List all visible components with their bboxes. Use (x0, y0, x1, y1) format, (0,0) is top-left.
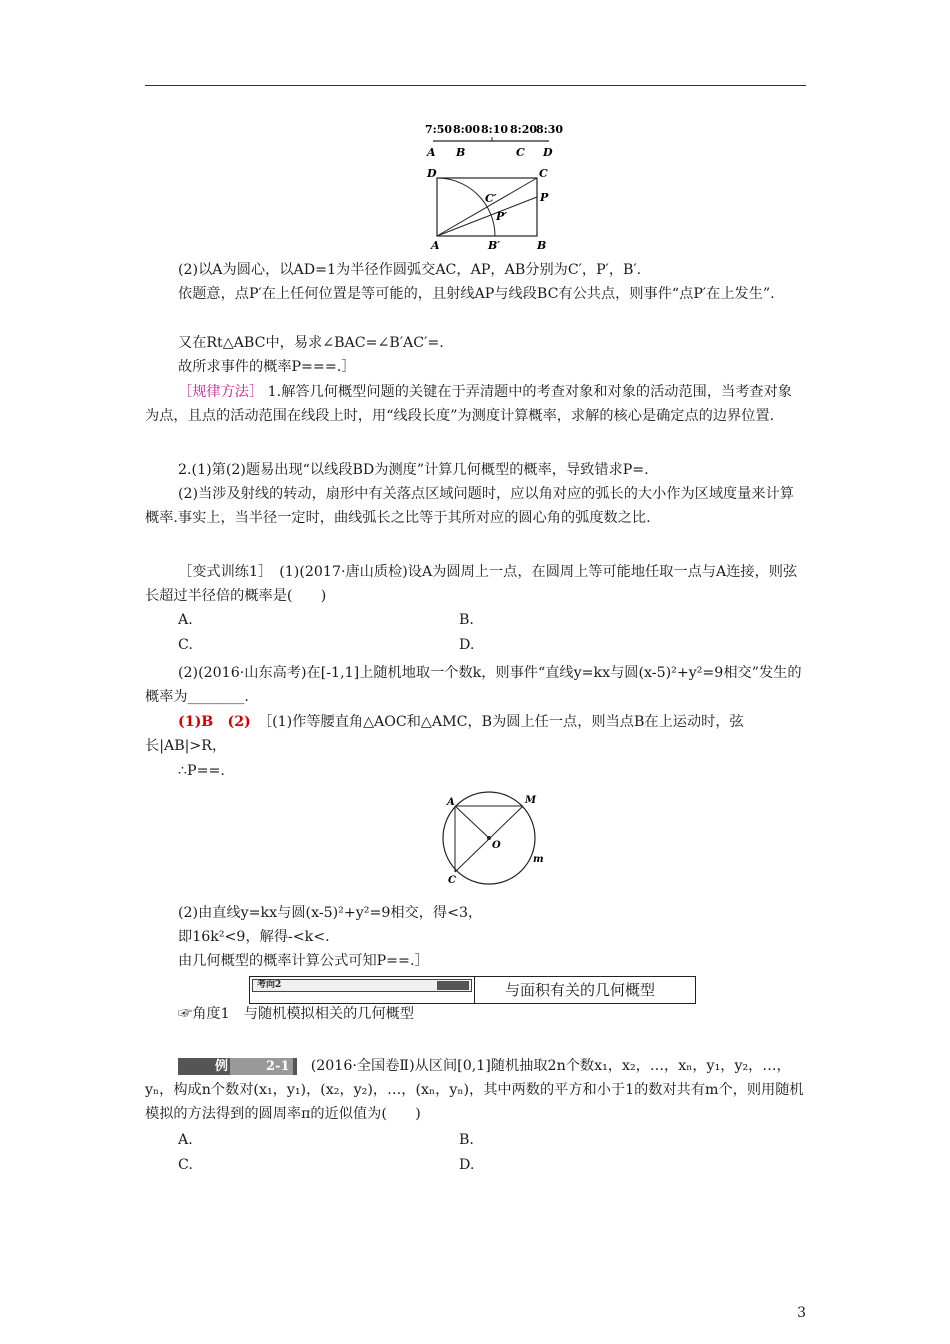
option-d: D. (459, 1157, 475, 1173)
rule-paragraph: (2)当涉及射线的转动，扇形中有关落点区域问题时，应以角对应的弧长的大小作为区域度量来计算概率.事实上，当半径一定时，曲线弧长之比等于其所对应的圆心角的弧度数之比. (145, 486, 794, 526)
circle-label: O (492, 840, 501, 851)
time-label: 7:50 (425, 123, 453, 136)
time-label: 8:10 (481, 123, 509, 136)
rect-label: P (540, 191, 549, 204)
section-banner (249, 976, 696, 1004)
angle-heading: ☞角度1 与随机模拟相关的几何概型 (178, 1006, 415, 1022)
circle-label: m (533, 854, 544, 865)
option-a: A. (178, 1132, 193, 1148)
option-a: A. (178, 612, 193, 628)
solution-paragraph: (2)以A为圆心，以AD=1为半径作圆弧交AC，AP，AB分别为C′，P′，B′. (178, 262, 642, 278)
point-label: B (456, 146, 466, 159)
solution-line: 即16k²<9，解得-<k<. (178, 929, 330, 945)
example-text: (2016·全国卷Ⅱ)从区间[0,1]随机抽取2n个数x₁，x₂，…，xₙ，y₁，y₂，…，yₙ，构成n个数对(x₁，y₁)，(x₂，y₂)，…，(xₙ，yₙ)，其中两数的平方和小于1的数对共有m个，则用随机模拟的方法得到的圆周率π的近似值为( ) (145, 1058, 804, 1122)
circle-label: M (525, 795, 537, 806)
option-c: C. (178, 1157, 193, 1173)
circle-label: C (448, 875, 456, 886)
rule-text: 1.解答几何概型问题的关键在于弄清题中的考查对象和对象的活动范围，当考查对象为点，且点的活动范围在线段上时，用“线段长度”为测度计算概率，求解的核心是确定点的边界位置. (145, 384, 792, 424)
answer-label: (1)B (2) (178, 714, 251, 730)
rect-label: A (431, 239, 440, 252)
option-c: C. (178, 637, 193, 653)
solution-paragraph: 故所求事件的概率P===.］ (178, 359, 356, 375)
variant-question-2: (2)(2016·山东高考)在[-1,1]上随机地取一个数k，则事件“直线y=kx与圆(x-5)²+y²=9相交”发生的概率为________. (145, 665, 802, 705)
rect-label: P′ (496, 210, 508, 223)
answer-text: ［(1)作等腰直角△AOC和△AMC，B为圆上任一点，则当点B在上运动时，弦长|AB|>R， (145, 714, 744, 754)
solution-line: (2)由直线y=kx与圆(x-5)²+y²=9相交，得<3， (178, 905, 483, 921)
option-d: D. (459, 637, 475, 653)
option-b: B. (459, 612, 474, 628)
header-rule (145, 85, 806, 86)
page-number: 3 (797, 1305, 806, 1321)
rect-label: C (539, 167, 548, 180)
time-label: 8:30 (536, 123, 564, 136)
rule-paragraph: 2.(1)第(2)题易出现“以线段BD为测度”计算几何概型的概率，导致错求P=. (178, 462, 649, 478)
solution-paragraph: 又在Rt△ABC中，易求∠BAC=∠B′AC′=. (178, 335, 444, 351)
example-badge: 例 2-1 (178, 1058, 297, 1075)
point-label: D (543, 146, 553, 159)
solution-paragraph: 依题意，点P′在上任何位置是等可能的，且射线AP与线段BC有公共点，则事件“点P′在上发生”. (178, 286, 775, 302)
point-label: C (516, 146, 525, 159)
time-label: 8:00 (453, 123, 481, 136)
rect-label: D (427, 167, 437, 180)
variant-question-1: ［变式训练1］ (1)(2017·唐山质检)设A为圆周上一点，在圆周上等可能地任取一点与A连接，则弦长超过半径倍的概率是( ) (145, 564, 798, 604)
figure-timeline-rectangle (425, 120, 595, 252)
rect-label: B′ (488, 239, 501, 252)
circle-label: A (447, 797, 455, 808)
answer-paragraph (145, 710, 806, 758)
solution-line: 由几何概型的概率计算公式可知P==.］ (178, 953, 429, 969)
time-label: 8:20 (510, 123, 538, 136)
rule-method-paragraph (145, 380, 806, 428)
section-tag: 考向2 (252, 979, 472, 992)
rule-method-label: ［规律方法］ (178, 384, 264, 400)
answer-formula: ∴P==. (178, 763, 225, 779)
section-title: 与面积有关的几何概型 (505, 981, 656, 999)
rect-label: B (537, 239, 547, 252)
rect-label: C′ (485, 192, 497, 205)
option-b: B. (459, 1132, 474, 1148)
example-question (145, 1054, 806, 1126)
point-label: A (427, 146, 436, 159)
figure-circle (435, 790, 545, 890)
